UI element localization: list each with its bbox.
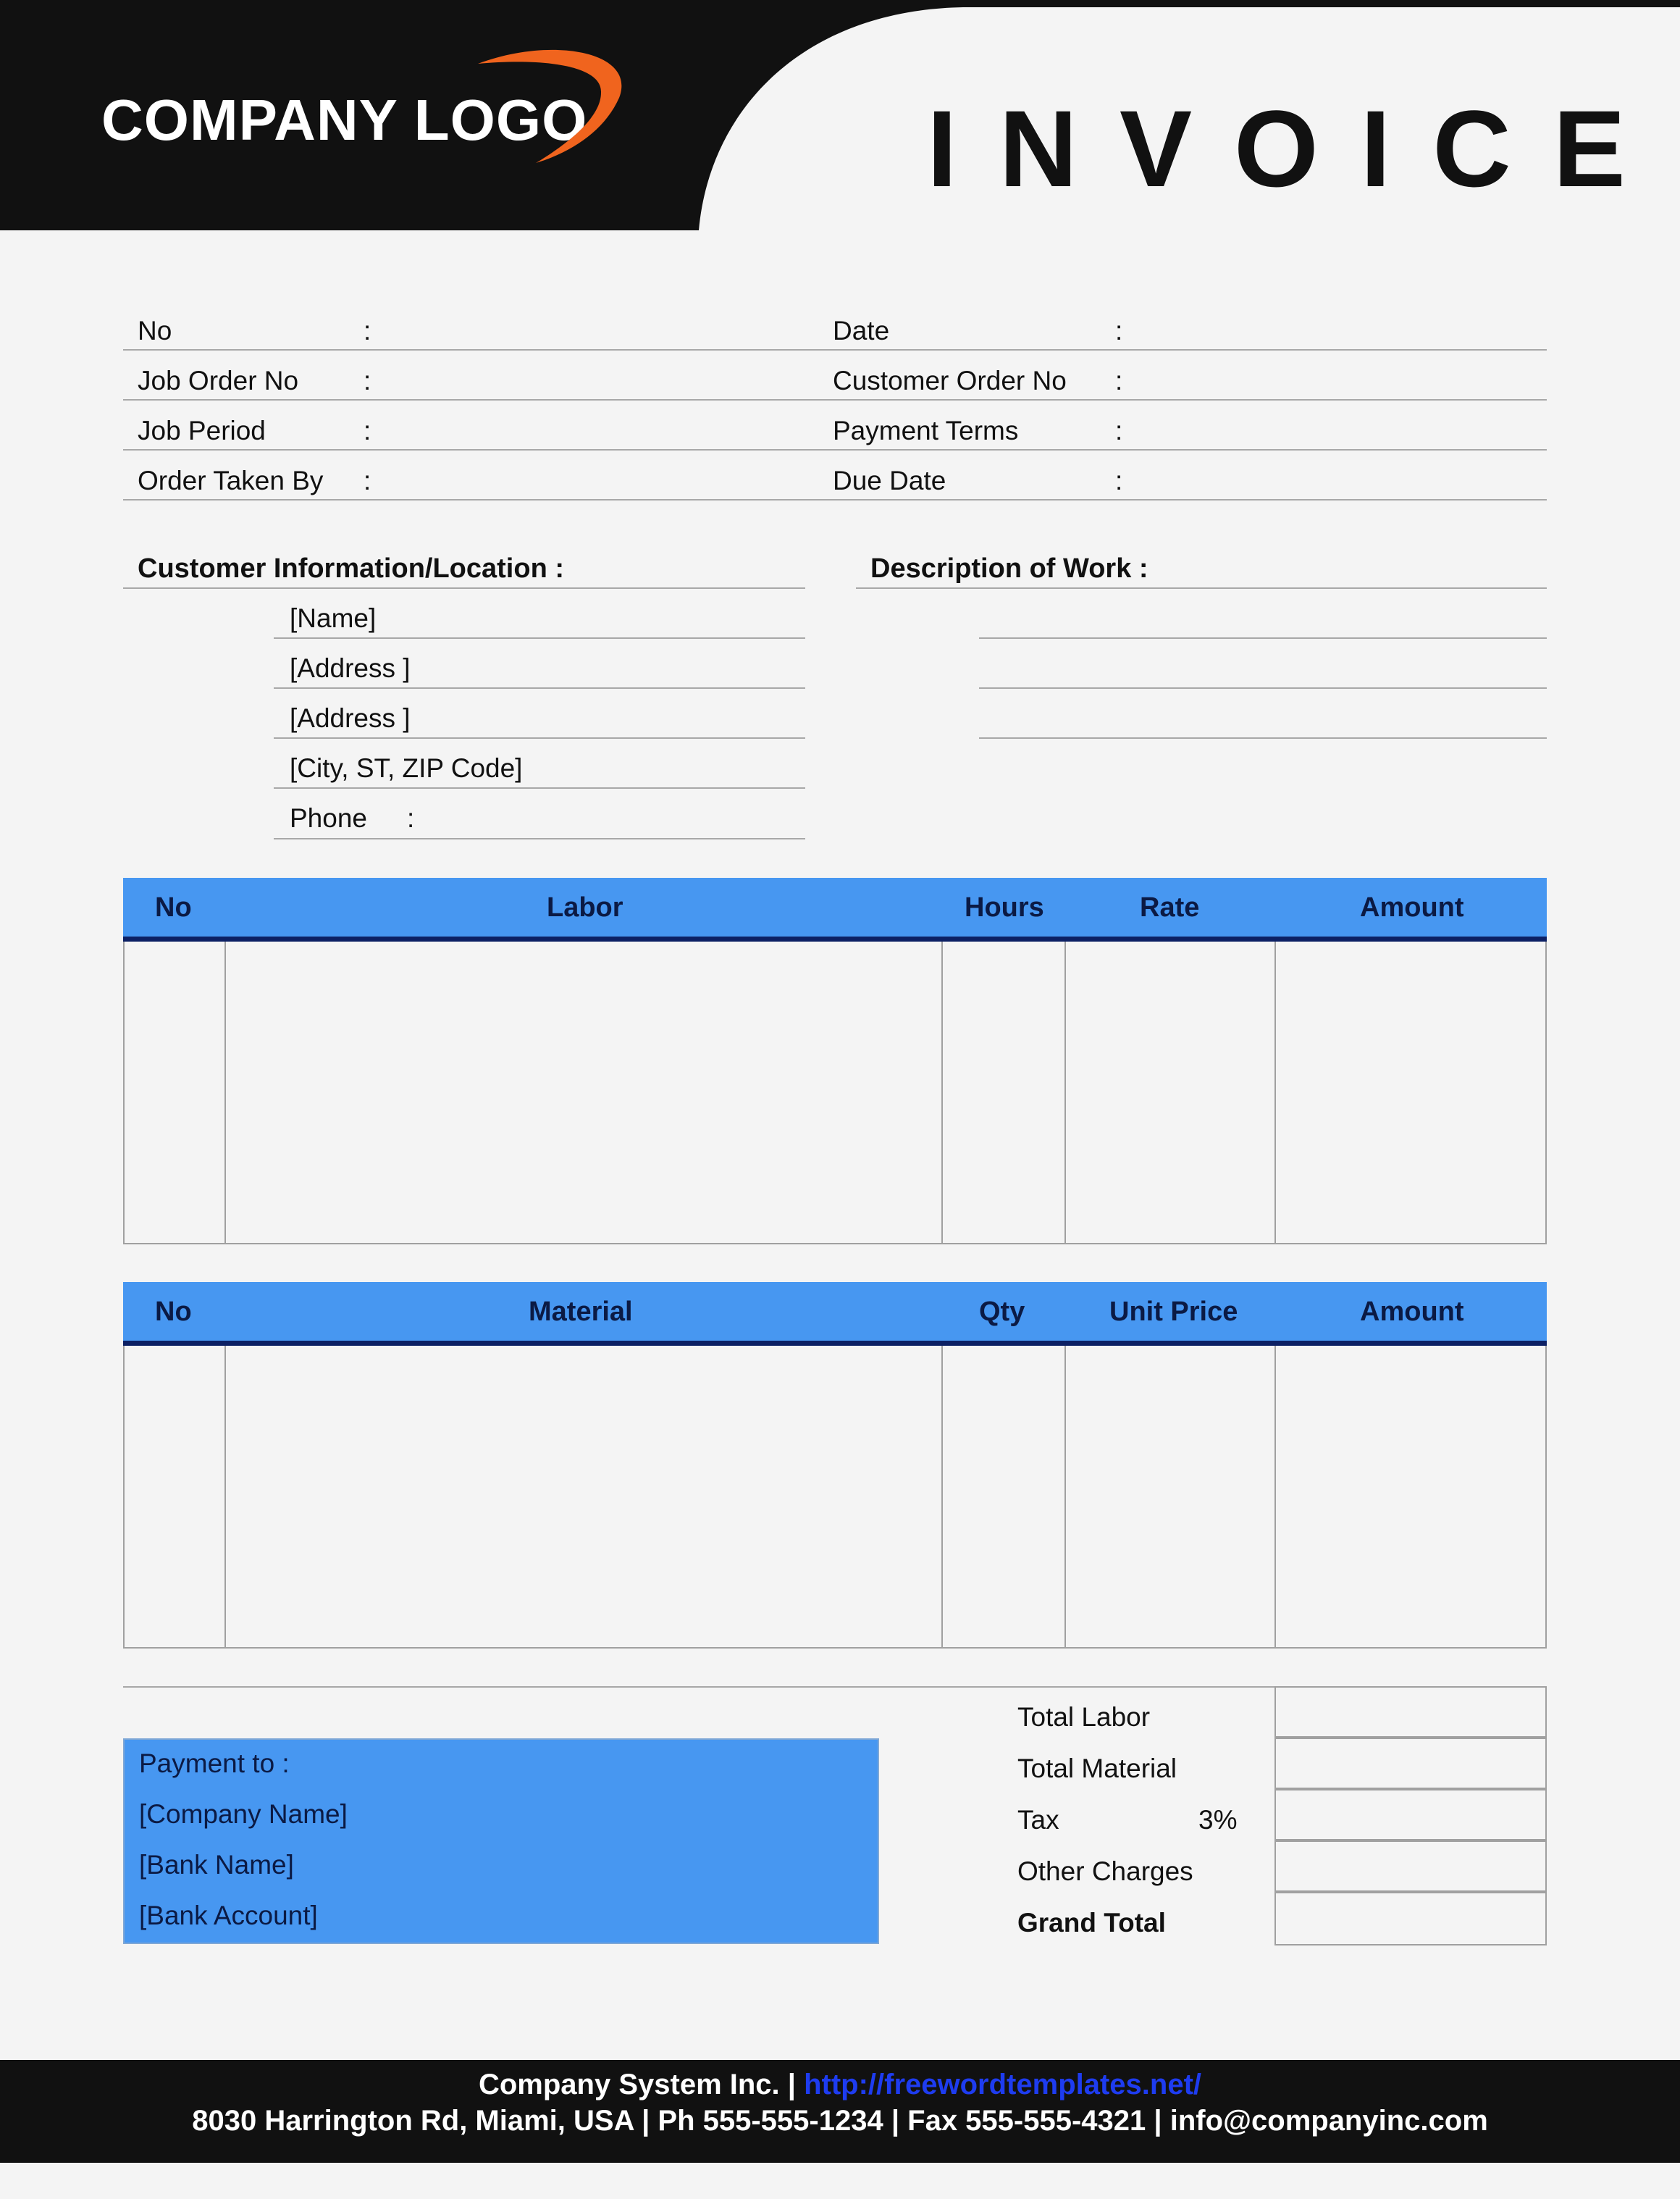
meta-row-line	[123, 449, 1547, 451]
customer-address-2: [Address ]	[290, 703, 411, 733]
labor-table-header	[123, 878, 1547, 942]
meta-colon: :	[364, 316, 371, 345]
meta-label-payment-terms: Payment Terms	[833, 416, 1019, 445]
summary-separator-line	[123, 1686, 1274, 1688]
column-divider	[1274, 942, 1276, 1243]
meta-colon: :	[1115, 316, 1123, 345]
customer-line	[274, 737, 805, 739]
labor-table-body	[123, 942, 1547, 1244]
payment-company-name: [Company Name]	[139, 1799, 348, 1829]
labor-header-labor: Labor	[547, 892, 623, 923]
description-line	[856, 587, 1547, 589]
other-charges-value-box[interactable]	[1274, 1840, 1547, 1892]
total-labor-value-box[interactable]	[1274, 1686, 1547, 1738]
total-material-value-box[interactable]	[1274, 1738, 1547, 1789]
tax-label: Tax	[1017, 1805, 1059, 1835]
logo-swoosh-icon	[463, 43, 644, 167]
total-labor-label: Total Labor	[1017, 1702, 1151, 1732]
tax-value-box[interactable]	[1274, 1789, 1547, 1840]
material-table-header	[123, 1282, 1547, 1346]
meta-colon: :	[1115, 366, 1123, 395]
description-line	[979, 687, 1547, 689]
meta-label-job-period: Job Period	[138, 416, 266, 445]
grand-total-value-box[interactable]	[1274, 1892, 1547, 1945]
payment-box	[123, 1738, 879, 1944]
material-header-qty: Qty	[979, 1297, 1025, 1327]
meta-colon: :	[364, 466, 371, 495]
payment-bank-account: [Bank Account]	[139, 1901, 318, 1930]
meta-label-order-taken-by: Order Taken By	[138, 466, 324, 495]
column-divider	[224, 1346, 226, 1647]
tax-rate: 3%	[1198, 1805, 1238, 1835]
meta-row-line	[123, 349, 1547, 351]
meta-row-line	[123, 399, 1547, 401]
description-line	[979, 637, 1547, 639]
customer-phone-label: Phone	[290, 803, 367, 833]
material-header-no: No	[155, 1297, 192, 1327]
column-divider	[941, 1346, 943, 1647]
footer-website-link[interactable]: http://freewordtemplates.net/	[804, 2069, 1202, 2100]
meta-label-due-date: Due Date	[833, 466, 946, 495]
meta-colon: :	[364, 366, 371, 395]
material-header-unit-price: Unit Price	[1109, 1297, 1238, 1327]
meta-label-job-order-no: Job Order No	[138, 366, 299, 395]
description-title: Description of Work :	[870, 553, 1148, 584]
footer	[0, 2060, 1680, 2163]
footer-company-line	[0, 2069, 1680, 2101]
column-divider	[224, 942, 226, 1243]
customer-title-line	[123, 587, 805, 589]
material-header-amount: Amount	[1360, 1297, 1464, 1327]
customer-name: [Name]	[290, 603, 377, 633]
meta-colon: :	[1115, 466, 1123, 495]
total-material-label: Total Material	[1017, 1754, 1177, 1783]
labor-header-no: No	[155, 892, 192, 923]
invoice-title: INVOICE	[927, 88, 1668, 209]
labor-header-hours: Hours	[965, 892, 1044, 923]
customer-line	[274, 687, 805, 689]
description-line	[979, 737, 1547, 739]
labor-header-rate: Rate	[1140, 892, 1200, 923]
labor-header-amount: Amount	[1360, 892, 1464, 923]
customer-city: [City, ST, ZIP Code]	[290, 753, 523, 783]
payment-bank-name: [Bank Name]	[139, 1850, 294, 1880]
meta-label-no: No	[138, 316, 172, 345]
meta-label-customer-order-no: Customer Order No	[833, 366, 1067, 395]
meta-label-date: Date	[833, 316, 890, 345]
meta-colon: :	[1115, 416, 1123, 445]
customer-line	[274, 787, 805, 789]
customer-line	[274, 637, 805, 639]
column-divider	[1274, 1346, 1276, 1647]
other-charges-label: Other Charges	[1017, 1856, 1193, 1886]
meta-row-line	[123, 499, 1547, 500]
customer-info-title: Customer Information/Location :	[138, 553, 564, 584]
grand-total-label: Grand Total	[1017, 1908, 1166, 1938]
column-divider	[1064, 1346, 1066, 1647]
column-divider	[1064, 942, 1066, 1243]
footer-company-name: Company System Inc. |	[478, 2069, 805, 2100]
meta-colon: :	[364, 416, 371, 445]
customer-line	[274, 838, 805, 839]
material-table-body	[123, 1346, 1547, 1649]
customer-phone-colon: :	[407, 803, 415, 833]
material-header-material: Material	[529, 1297, 633, 1327]
column-divider	[941, 942, 943, 1243]
customer-address-1: [Address ]	[290, 653, 411, 683]
payment-to-label: Payment to :	[139, 1748, 290, 1778]
footer-address-line: 8030 Harrington Rd, Miami, USA | Ph 555-555-1234 | Fax 555-555-4321 | info@companyinc.com	[192, 2105, 1488, 2137]
company-logo-text: COMPANY LOGO	[101, 88, 588, 152]
